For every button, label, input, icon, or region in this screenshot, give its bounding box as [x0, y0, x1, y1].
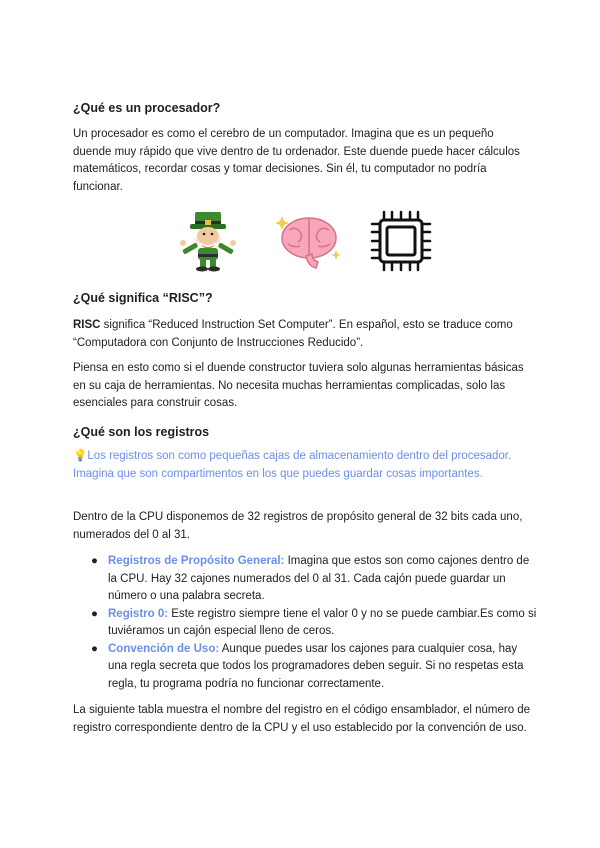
list-item-label: Registro 0:	[108, 607, 169, 620]
heading-processor: ¿Qué es un procesador?	[73, 101, 221, 115]
leprechaun-icon	[178, 210, 238, 272]
brain-icon	[276, 210, 342, 272]
bullet-icon: ●	[91, 607, 98, 620]
list-item-label: Convención de Uso:	[108, 642, 220, 655]
paragraph-processor: Un procesador es como el cerebro de un computador. Imagina que es un pequeño duende muy rápido que vive dentro de tu ordenador. Este duende puede hacer cálculos matemáticos, recordar cosas y tomar decisiones. Sin él, tu computador no podría funcionar.	[73, 128, 520, 193]
tip-callout	[73, 448, 535, 483]
heading-registers: ¿Qué son los registros	[73, 425, 210, 439]
list-item-label: Registros de Propósito General:	[108, 555, 285, 567]
registers-list	[91, 553, 538, 693]
bullet-icon: ●	[91, 555, 98, 567]
list-item	[91, 606, 538, 641]
tip-text: Los registros son como pequeñas cajas de almacenamiento dentro del procesador. Imagina que son compartimentos en los que puedes guardar cosas importantes.	[73, 450, 512, 480]
list-item	[91, 641, 538, 694]
paragraph-table-intro: La siguiente tabla muestra el nombre del registro en el código ensamblador, el número de registro correspondiente dentro de la CPU y el uso establecido por la convención de uso.	[73, 704, 531, 734]
paragraph-risc-definition	[73, 317, 535, 352]
list-item-text: Imagina que estos son como cajones dentro de la CPU. Hay 32 cajones numerados del 0 al 31. Cada cajón puede guardar un número o una palabra secreta.	[108, 555, 530, 602]
bullet-icon: ●	[91, 642, 98, 655]
list-item-text: Este registro siempre tiene el valor 0 y no se puede cambiar.Es como si tuviéramos un cajón especial lleno de ceros.	[108, 607, 537, 637]
cpu-chip-icon	[370, 210, 432, 272]
lightbulb-icon: 💡	[73, 450, 88, 462]
paragraph-registers-intro: Dentro de la CPU disponemos de 32 registros de propósito general de 32 bits cada uno, numerados del 0 al 31.	[73, 511, 523, 541]
heading-risc: ¿Qué significa “RISC”?	[73, 291, 213, 305]
list-item	[91, 553, 538, 606]
paragraph-risc-analogy: Piensa en esto como si el duende constructor tuviera solo algunas herramientas básicas en su caja de herramientas. No necesita muchas herramientas complicadas, solo las esenciales para construir cosas.	[73, 362, 524, 409]
risc-definition-text: significa “Reduced Instruction Set Computer”. En español, esto se traduce como “Computadora con Conjunto de Instrucciones Reducido”.	[73, 319, 513, 349]
list-item-text: Aunque puedes usar los cajones para cualquier cosa, hay una regla secreta que todos los programadores deben seguir. Si no respetas esta regla, tu programa podría no funcionar correctamente.	[108, 642, 524, 690]
risc-term: RISC	[73, 319, 101, 331]
illustrations-row	[0, 210, 600, 272]
